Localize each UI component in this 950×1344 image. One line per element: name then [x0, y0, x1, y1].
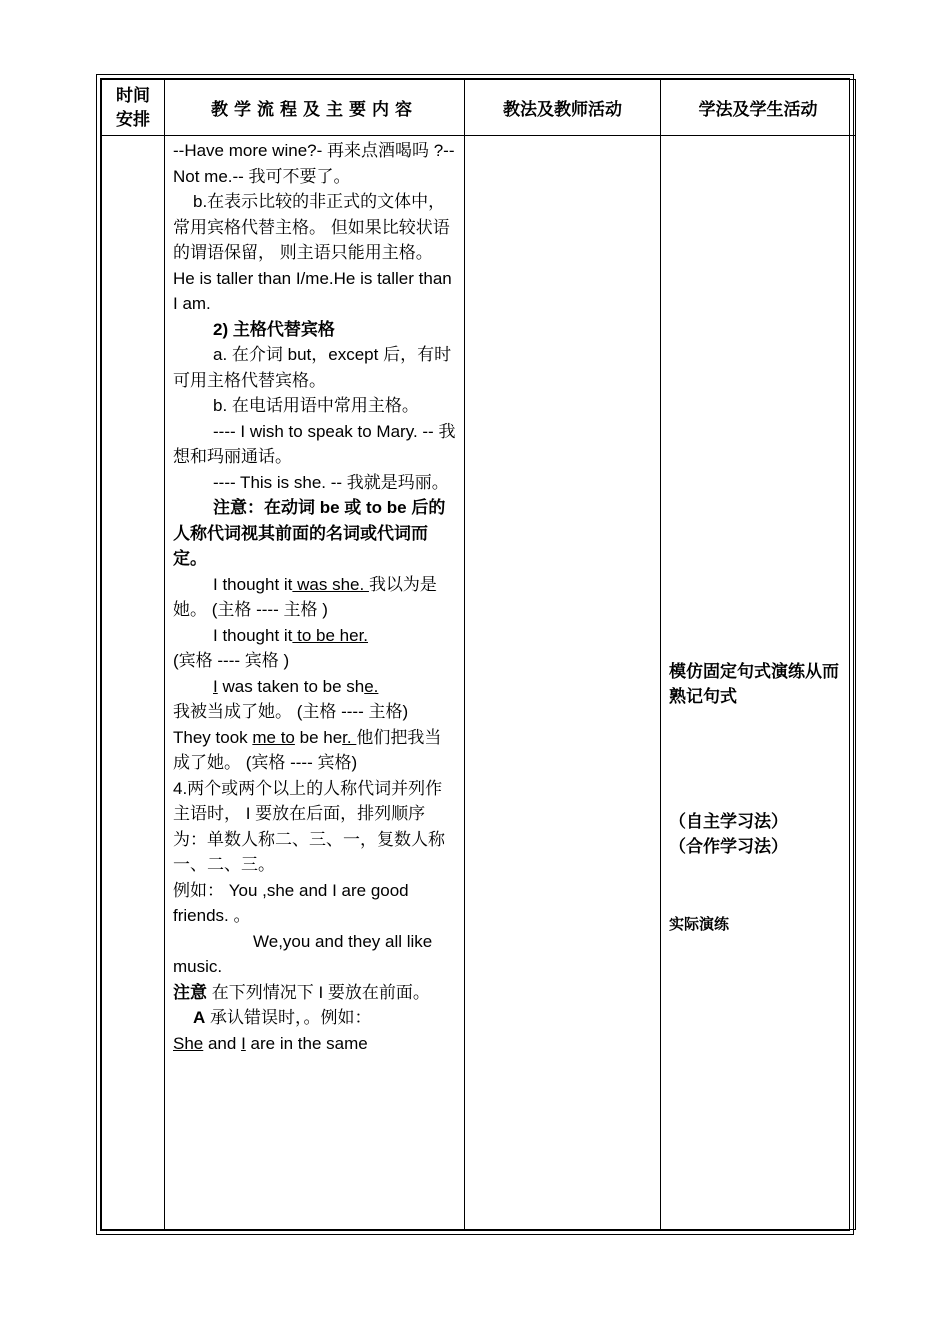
example-underlined: I	[241, 1033, 246, 1053]
example-underlined: was sh	[292, 574, 351, 594]
item-text: 承认错误时，。例如：	[205, 1008, 372, 1027]
example-underlined: me to	[252, 727, 295, 747]
example-underlined: r.	[358, 625, 369, 645]
example-underlined: e.	[364, 676, 379, 696]
content-line: b. 在电话用语中常用主格。	[213, 396, 419, 415]
header-content	[165, 80, 465, 136]
lesson-plan-table	[101, 79, 856, 1230]
header-time-label: 时间安排	[116, 85, 150, 129]
example-text: be he	[294, 727, 343, 747]
header-student	[661, 80, 856, 136]
content-line: b.在表示比较的非正式的文体中，常用宾格代替主格。 但如果比较状语的谓语保留， 则主语只能用主格。	[173, 192, 450, 262]
teacher-activity-cell	[465, 136, 661, 1230]
student-note-practice: 实际演练	[669, 916, 730, 933]
time-cell	[102, 136, 165, 1230]
table-header-row	[102, 80, 856, 136]
table-body-row	[102, 136, 856, 1230]
item-letter: A	[193, 1008, 206, 1027]
header-time	[102, 80, 165, 136]
content-line: a. 在介词 but，except 后，有时可用主格代替宾格。	[173, 345, 452, 390]
example-text: are in the same	[245, 1033, 368, 1053]
content-line: 例如： You ,she and I are good friends. 。	[173, 880, 409, 925]
content-body	[165, 136, 464, 1056]
header-teacher-label: 教法及教师活动	[503, 100, 622, 119]
example-text: They took	[173, 727, 253, 747]
lesson-plan-table-container	[100, 78, 850, 1231]
example-line	[173, 674, 456, 700]
example-line	[173, 725, 456, 776]
content-line	[173, 1005, 456, 1031]
content-line: We,you and they all like music.	[173, 931, 433, 976]
example-line	[173, 623, 456, 649]
example-text: 他们把我当成了她。 (宾格 ---- 宾格)	[173, 727, 442, 772]
example-line	[173, 572, 456, 623]
content-line: 4.两个或两个以上的人称代词并列作主语时， I 要放在后面，排列顺序为：单数人称二、三、一，复数人称一、二、三。	[173, 778, 445, 874]
content-line	[173, 980, 456, 1006]
student-activity-cell	[661, 136, 856, 1230]
example-underlined: I	[213, 676, 218, 696]
student-note-cooperative: （合作学习法）	[669, 837, 788, 856]
example-underlined: r.	[342, 727, 357, 747]
example-text: and	[203, 1033, 242, 1053]
content-note: 注意：在动词 be 或 to be 后的人称代词视其前面的名词或代词而定。	[173, 498, 446, 568]
content-line: ---- I wish to speak to Mary. -- 我想和玛丽通话。	[173, 421, 456, 466]
content-cell	[165, 136, 465, 1230]
example-text: 我以为是她。 (主格 ---- 主格 )	[173, 574, 437, 619]
document-frame	[96, 74, 854, 1235]
example-text: I thought it	[213, 625, 293, 645]
example-underlined: She	[173, 1033, 204, 1053]
student-note-self-study: （自主学习法）	[669, 812, 788, 831]
header-teacher	[465, 80, 661, 136]
example-text: was taken to be sh	[217, 676, 365, 696]
content-line: ---- This is she. -- 我就是玛丽。	[213, 472, 449, 492]
example-underlined: to be he	[292, 625, 359, 645]
example-line	[173, 1031, 456, 1057]
content-subheading: 2) 主格代替宾格	[213, 319, 335, 339]
student-note-imitation: 模仿固定句式演练从而熟记句式	[669, 662, 839, 706]
header-student-label: 学法及学生活动	[698, 100, 818, 119]
example-line: (宾格 ---- 宾格 )	[173, 651, 290, 670]
example-line: 我被当成了她。 (主格 ---- 主格)	[173, 702, 409, 721]
header-content-label: 教学流程及主要内容	[211, 100, 418, 119]
example-underlined: e.	[350, 574, 369, 594]
note-label: 注意	[173, 982, 207, 1002]
content-line: He is taller than I/me.He is taller than I am.	[173, 268, 452, 313]
content-line: --Have more wine?- 再来点酒喝吗 ?--Not me.-- 我可不要了。	[173, 141, 455, 186]
note-text: 在下列情况下 I 要放在前面。	[207, 982, 430, 1002]
example-text: I thought it	[213, 574, 293, 594]
